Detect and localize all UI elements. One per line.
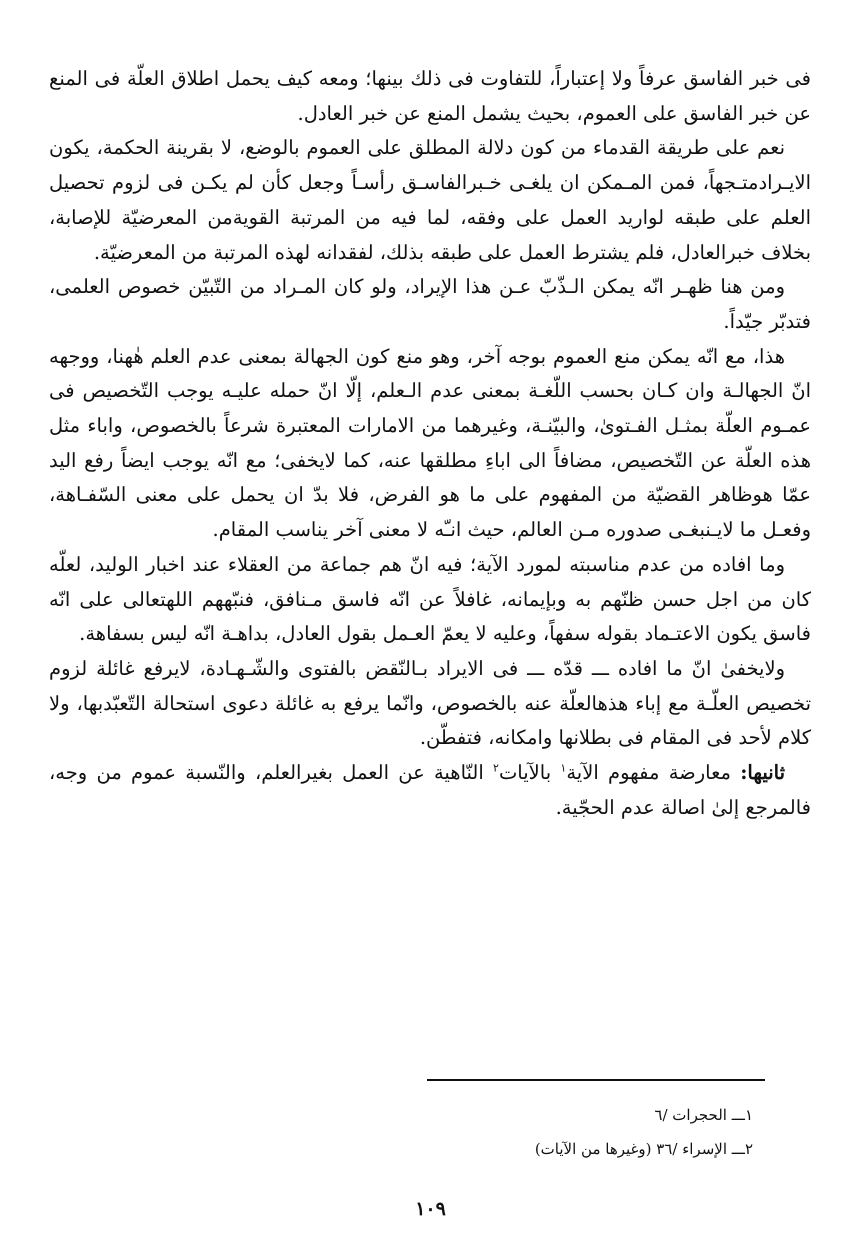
main-text xyxy=(49,62,811,825)
paragraph-1: فى خبر الفاسق عرفاً ولا إعتباراً، للتفاوت فى ذلك بينها؛ ومعه كيف يحمل اطلاق العلّة فى المنع عن خبر الفاسق على العموم، بحيث يشمل المنع عن خبر العادل. xyxy=(49,67,811,125)
paragraph-7-part-b: بالآيات xyxy=(498,761,561,785)
paragraph-6: ولايخفىٰ انّ ما افاده ـــ قدّه ـــ فى الايراد بـالنّقض بالفتوى والشّـهـادة، لايرفع غائلة لزوم تخصيص العلّـة مع إباء هذهالعلّة عنه بالخصوص، وانّما يرفع به غائلة دعوى استحالة التّعبّدبها، ولا كلام لأحد فى المقام فى بطلانها وامكانه، فتفطّن. xyxy=(49,656,811,750)
paragraph-4: هذا، مع انّه يمكن منع العموم بوجه آخر، وهو منع كون الجهالة بمعنى عدم العلم هٰهنا، ووجهه انّ الجهالـة وان كـان بحسب اللّغـة بمعنى عدم الـعلم، إلّا انّ حمله عليـه يوجب التّخصيص فى عمـوم العلّة بمثـل الفـتوىٰ، والبيّنـة، وغيرهما من الامارات المعتبرة شرعاً بالخصوص، واباء مثل هذه العلّة عن التّخصيص، مضافاً الى اباءِ مطلقها عنه، كما لايخفى؛ مع انّه يوجب ايضاً رفع اليد عمّا هوظاهر القضيّة من المفهوم على ما هو الفرض، فلا بدّ ان يحمل على معنى السّفـاهة، وفعـل ما لايـنبغـى صدوره مـن العالم، حيث انـّه لا معنى آخر يناسب المقام. xyxy=(49,344,811,542)
footnote-2: ٢ـــ الإسراء /٣٦ (وغيرها من الآيات) xyxy=(534,1140,753,1158)
paragraph-7-part-c: النّاهية عن العمل بغيرالعلم، والنّسبة عموم من وجه، فالمرجع إلىٰ اصالة عدم الحجّية. xyxy=(49,761,811,819)
paragraph-7 xyxy=(49,756,811,825)
footnote-divider xyxy=(427,1079,765,1081)
footnote-ref-2[interactable]: ٢ xyxy=(493,761,499,775)
paragraph-5: وما افاده من عدم مناسبته لمورد الآية؛ فيه انّ هم جماعة من العقلاء عند اخبار الوليد، لعلّه كان من اجل حسن ظنّهم به وبإيمانه، غافلاً عن انّه فاسق مـنافق، فنبّههم اللهتعالى على انّه فاسق يكون الاعتـماد بقوله سفهاً، وعليه لا يعمّ العـمل بقول العادل، بداهـة انّه ليس بسفاهة. xyxy=(49,552,811,646)
paragraph-lead-label: ثانيها: xyxy=(740,761,785,785)
footnote-1: ١ـــ الحجرات /٦ xyxy=(654,1106,753,1124)
paragraph-7-part-a: معارضة مفهوم الآية xyxy=(566,761,741,785)
paragraph-3: ومن هنا ظهـر انّه يمكن الـذّبّ عـن هذا الإيراد، ولو كان المـراد من التّبيّن خصوص العلمى، فتدبّر جيّداً. xyxy=(49,275,811,333)
footnote-ref-1[interactable]: ١ xyxy=(560,761,567,775)
footnotes xyxy=(353,1100,753,1168)
page-number: ١٠٩ xyxy=(415,1198,446,1220)
paragraph-2: نعم على طريقة القدماء من كون دلالة المطلق على العموم بالوضع، لا بقرينة الحكمة، يكون الايـرادمتـجهاً، فمن المـمكن ان يلغـى خـبرالفاسـق رأسـاً وجعل كأن لم يكـن فى لزوم تحصيل العلم على طبقه لواريد العمل على وفقه، لما فيه من المرتبة القويةمن المعرضيّة للإصابة، بخلاف خبرالعادل، فلم يشترط العمل على طبقه بذلك، لفقدانه لهذه المرتبة من المعرضيّة. xyxy=(49,136,811,264)
